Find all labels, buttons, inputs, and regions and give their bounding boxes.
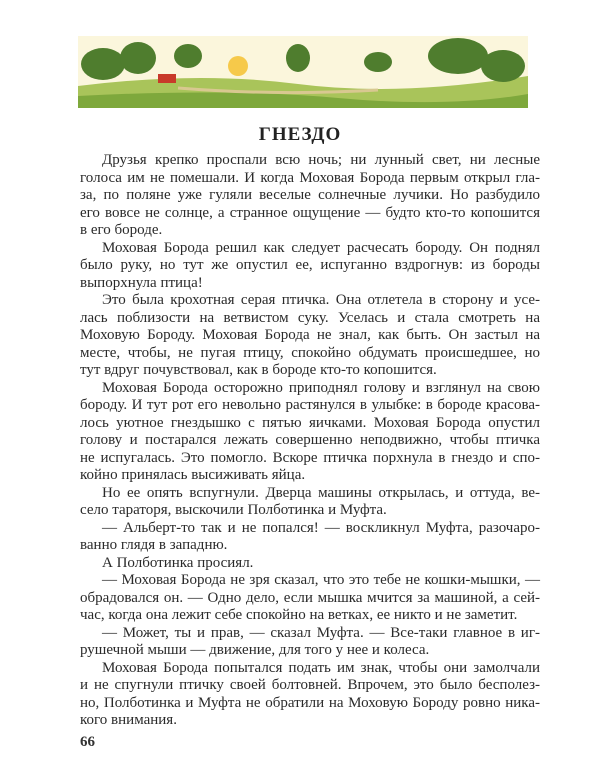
paragraph: [80, 380, 540, 485]
paragraph: [80, 572, 540, 625]
text-line: — Альберт-то так и не попался! — воскликнул Муфта, разочаро-: [102, 519, 540, 536]
text-line: месте, чтобы, не пугая птицу, спокойно обдумать происшедшее, но: [80, 344, 540, 361]
text-line: за, по поляне уже гуляли веселые солнечные лучики. Но разбудило: [80, 187, 540, 203]
text-line: село тараторя, выскочили Полботинка и Муфта.: [80, 502, 387, 518]
text-line: Моховая Борода осторожно приподнял голову и взглянул на свою: [102, 379, 540, 396]
paragraph: [80, 485, 540, 520]
text-line: Но ее опять вспугнули. Дверца машины открылась, и оттуда, ве-: [102, 484, 540, 501]
paragraph: [80, 152, 540, 240]
text-line: койно принялась высиживать яйца.: [80, 467, 306, 483]
text-line: ванно глядя в западню.: [80, 537, 228, 553]
text-line: Моховая Борода решил как следует расчесать бороду. Он поднял: [102, 239, 540, 256]
text-line: час, когда она лежит себе спокойно на ветках, ее никто и не заметит.: [80, 607, 518, 623]
sun-icon: [228, 56, 248, 76]
text-line: Моховую Бороду. Моховая Борода не знал, как быть. Он застыл на: [80, 327, 540, 343]
text-line: Это была крохотная серая птичка. Она отлетела в сторону и усе-: [102, 292, 540, 308]
text-line: и не спугнули птичку своей болтовней. Впрочем, это было бесполез-: [80, 677, 540, 693]
text-line: обрадовался он. — Одно дело, если мышка мчится за машиной, а сей-: [80, 589, 540, 606]
text-line: лась поблизости на ветвистом суку. Уселась и стала смотреть на: [80, 309, 540, 326]
body-text: [80, 152, 540, 730]
red-car: [158, 74, 176, 83]
paragraph: [80, 625, 540, 660]
text-line: его вовсе не солнце, а странное ощущение — будто кто-то копошится: [80, 204, 540, 221]
paragraph: [80, 292, 540, 380]
text-line: в его бороде.: [80, 222, 163, 238]
text-line: — Моховая Борода не зря сказал, что это тебе не кошки-мышки, —: [102, 572, 540, 588]
text-line: кого внимания.: [80, 712, 177, 728]
text-line: но, Полботинка и Муфта не обратили на Моховую Бороду ровно ника-: [80, 694, 540, 711]
text-line: бороду. И тут рот его невольно растянулся в улыбке: в бороде красова-: [80, 397, 540, 413]
paragraph: [80, 520, 540, 555]
chapter-title: ГНЕЗДО: [258, 124, 342, 145]
text-line: рушечной мыши — движение, для того у нее и колеса.: [80, 642, 430, 658]
text-line: было руку, но тут же опустил ее, испуганно вздрогнув: из бороды: [80, 257, 540, 273]
landscape-illustration: [78, 36, 528, 108]
text-line: Друзья крепко проспали всю ночь; ни лунный свет, ни лесные: [102, 152, 540, 168]
text-line: лось уютное гнездышко с пятью яичками. Моховая Борода опустил: [80, 414, 540, 431]
text-line: голову и постарался лежать совершенно неподвижно, чтобы птичка: [80, 432, 540, 448]
text-line: Моховая Борода попытался подать им знак, чтобы они замолчали: [102, 659, 540, 676]
text-line: не испугалась. Это помогло. Вскоре птичка порхнула в гнездо и спо-: [80, 449, 540, 466]
text-line: тут вдруг почувствовал, как в бороде кто-то копошится.: [80, 362, 437, 378]
text-line: — Может, ты и прав, — сказал Муфта. — Все-таки главное в иг-: [102, 624, 540, 641]
page-number: 66: [80, 734, 95, 750]
text-line: голоса им не помешали. И когда Моховая Борода первым открыл гла-: [80, 169, 540, 186]
paragraph: [80, 240, 540, 293]
paragraph: [80, 660, 540, 730]
text-line: выпорхнула птица!: [80, 274, 203, 291]
paragraph: [80, 555, 540, 573]
text-line: А Полботинка просиял.: [102, 554, 254, 571]
